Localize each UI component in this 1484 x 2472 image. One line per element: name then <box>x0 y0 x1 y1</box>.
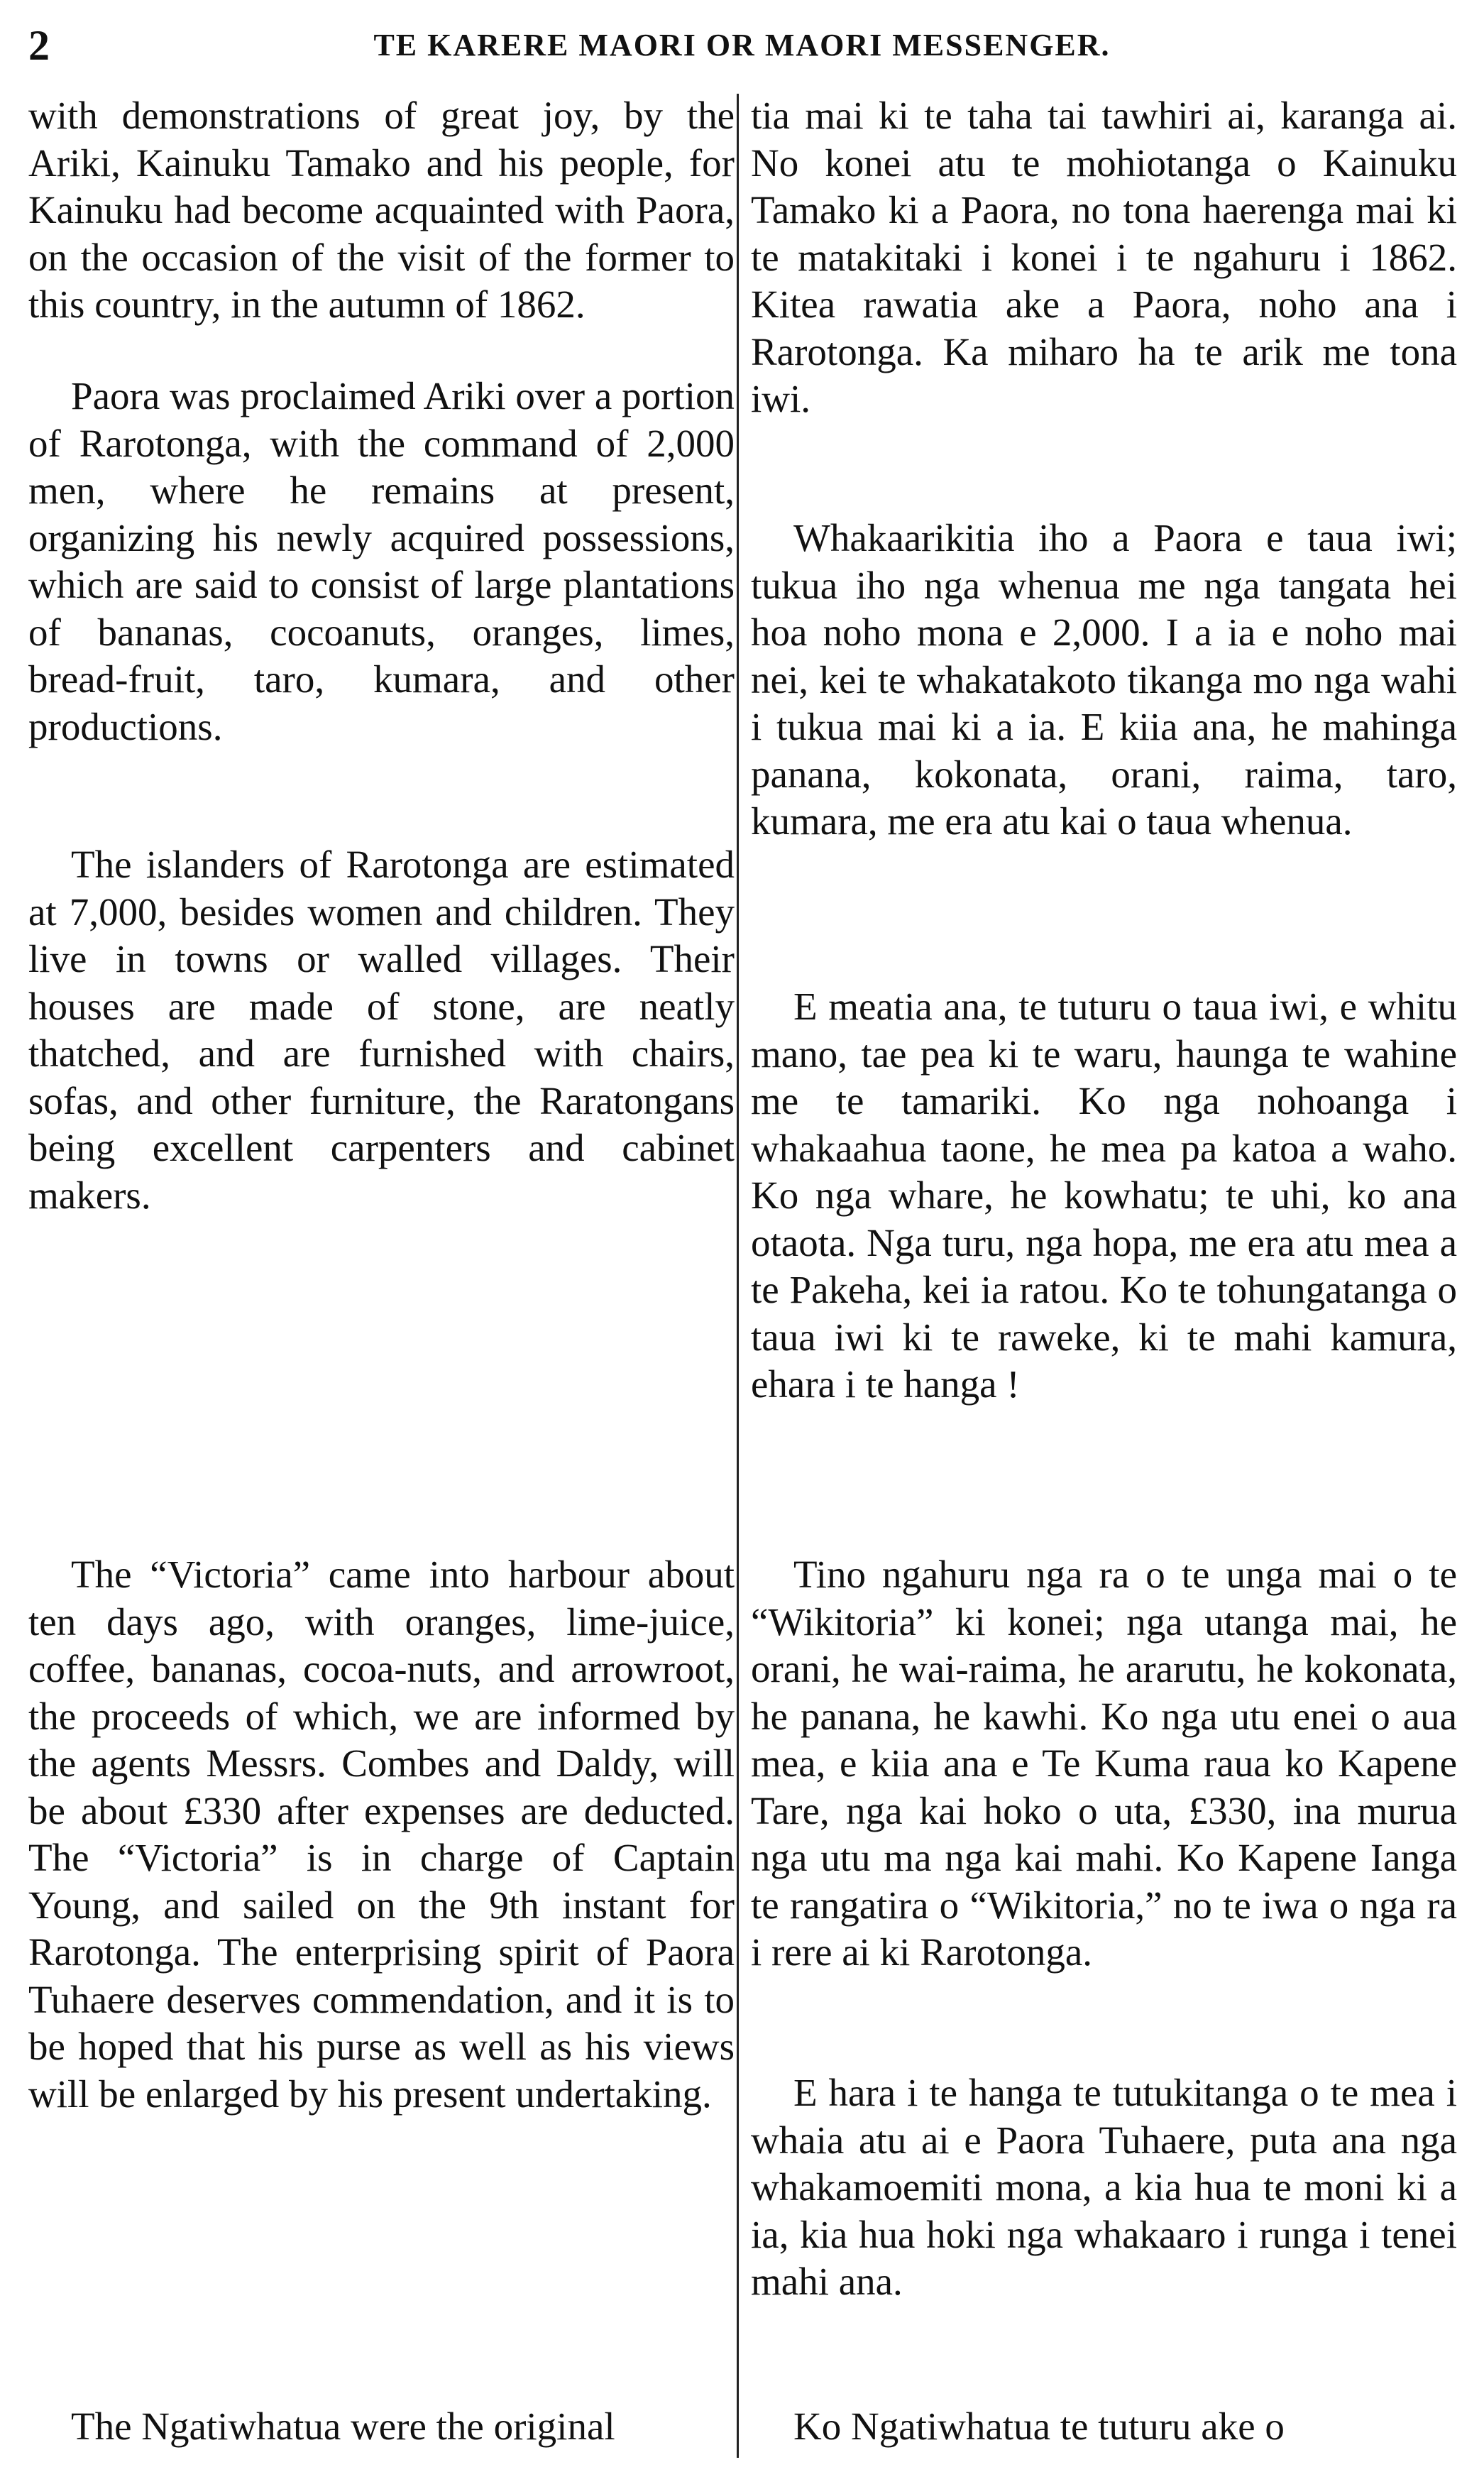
page-header <box>28 21 1456 71</box>
english-paragraph-5: The Ngatiwhatua were the original <box>71 2405 615 2448</box>
english-paragraph-2: Paora was proclaimed Ariki over a portion of Rarotonga, with the command of 2,000 men, where he remains at present, organizing his newly acquired possessions, which are said to consist of large plantations of bananas, cocoanuts, oranges, limes, bread-fruit, taro, kumara, and other productions. <box>28 374 735 748</box>
maori-paragraph-1: tia mai ki te taha tai tawhiri ai, karanga ai. No konei atu te mohiotanga o Kainuku Tamako ki a Paora, no tona haerenga mai ki te matakitaki i konei i te ngahuru i 1862. Kitea rawatia ake a Paora, noho ana i Rarotonga. Ka miharo ha te arik me tona iwi. <box>751 94 1457 420</box>
english-paragraph-3: The islanders of Rarotonga are estimated at 7,000, besides women and children. They live in towns or walled villages. Their houses are made of stone, are neatly thatched, and are furnished with chairs, sofas, and other furniture, the Raratongans being excellent carpenters and cabinet makers. <box>28 843 735 1217</box>
column-rule <box>737 94 739 2458</box>
maori-paragraph-6: Ko Ngatiwhatua te tuturu ake o <box>793 2405 1285 2448</box>
maori-paragraph-3: E meatia ana, te tuturu o taua iwi, e whitu mano, tae pea ki te waru, haunga te wahine me te tamariki. Ko nga nohoanga i whakaahua taone, he mea pa katoa a waho. Ko nga whare, he kowhatu; te uhi, ko ana otaota. Nga turu, nga hopa, me era atu mea a te Pakeha, kei ia ratou. Ko te tohungatanga o taua iwi ki te raweke, ki te mahi kamura, ehara i te hanga ! <box>751 985 1457 1406</box>
page-number: 2 <box>28 22 50 69</box>
running-title: TE KARERE MAORI OR MAORI MESSENGER. <box>373 28 1111 62</box>
english-paragraph-1: with demonstrations of great joy, by the Ariki, Kainuku Tamako and his people, for Kainuku had become acquainted with Paora, on the occasion of the visit of the former to this country, in the autumn of 1862. <box>28 94 735 326</box>
maori-paragraph-4: Tino ngahuru nga ra o te unga mai o te “Wikitoria” ki konei; nga utanga mai, he orani, he wai-raima, he ararutu, he kokonata, he panana, he kawhi. Ko nga utu enei o aua mea, e kiia ana e Te Kuma raua ko Kapene Tare, nga kai hoko o uta, £330, ina murua nga utu ma nga kai mahi. Ko Kapene Ianga te rangatira o “Wikitoria,” no te iwa o nga ra i rere ai ki Rarotonga. <box>751 1553 1457 1974</box>
maori-paragraph-2: Whakaarikitia iho a Paora e taua iwi; tukua iho nga whenua me nga tangata hei hoa noho mona e 2,000. I a ia e noho mai nei, kei te whakatakoto tikanga mo nga wahi i tukua mai ki a ia. E kiia ana, he mahinga panana, kokonata, orani, raima, taro, kumara, me era atu kai o taua whenua. <box>751 516 1457 843</box>
maori-paragraph-5: E hara i te hanga te tutukitanga o te mea i whaia atu ai e Paora Tuhaere, puta ana nga whakamoemiti mona, a kia hua te moni ki a ia, kia hua hoki nga whakaaro i runga i tenei mahi ana. <box>751 2071 1457 2303</box>
english-paragraph-4: The “Victoria” came into harbour about ten days ago, with oranges, lime-juice, coffee, bananas, cocoa-nuts, and arrowroot, the proceeds of which, we are informed by the agents Messrs. Combes and Daldy, will be about £330 after expenses are deducted. The “Victoria” is in charge of Captain Young, and sailed on the 9th instant for Rarotonga. The enterprising spirit of Paora Tuhaere deserves commendation, and it is to be hoped that his purse as well as his views will be enlarged by his present undertaking. <box>28 1553 735 2116</box>
